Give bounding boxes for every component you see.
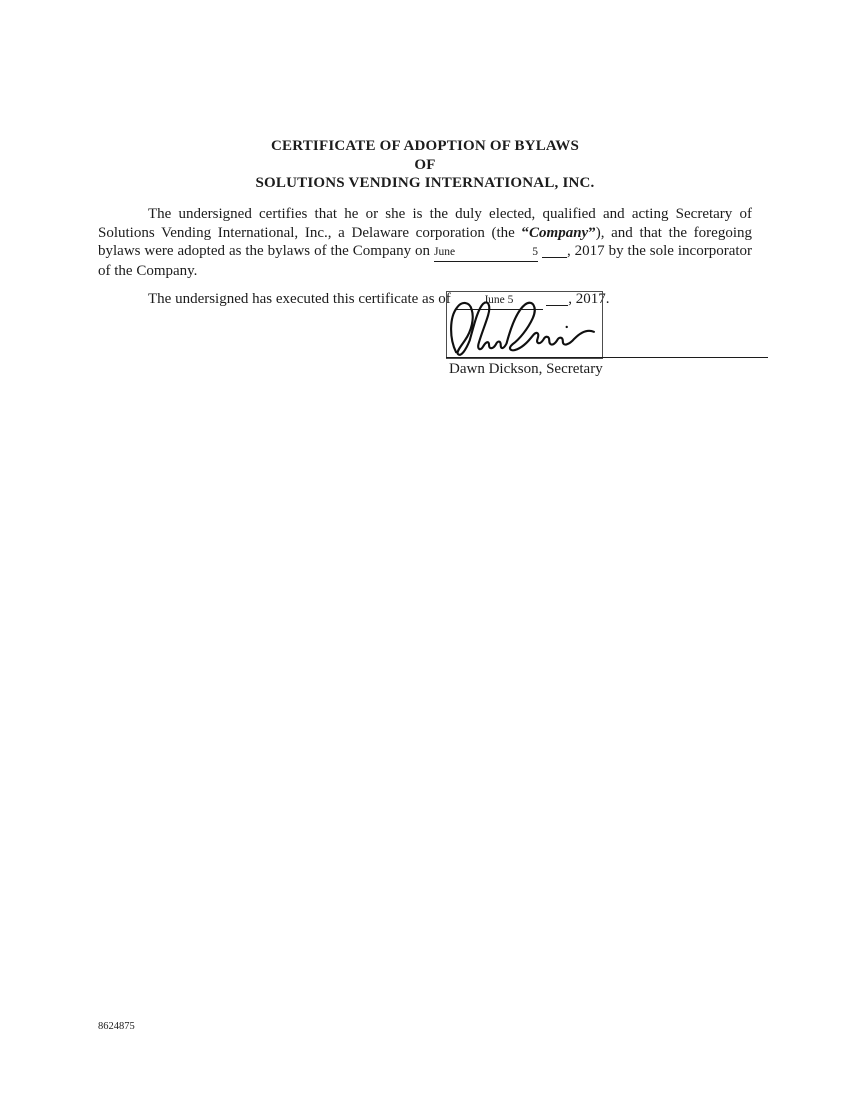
certification-line-1 bbox=[98, 205, 752, 224]
certification-line-2-tail: ), and that the foregoing bbox=[595, 224, 752, 241]
execution-date-value: June 5 bbox=[483, 294, 514, 306]
certification-paragraph bbox=[98, 205, 752, 280]
certification-line-2 bbox=[98, 224, 752, 243]
certification-line-2-text: Solutions Vending International, Inc., a Delaware corporation (the bbox=[98, 224, 522, 241]
certification-line-4 bbox=[98, 262, 752, 281]
execution-paragraph bbox=[98, 290, 752, 310]
title-line-3: SOLUTIONS VENDING INTERNATIONAL, INC. bbox=[255, 175, 595, 191]
title-line-2: OF bbox=[414, 156, 436, 173]
defined-term-company: Company bbox=[529, 224, 589, 241]
document-title bbox=[98, 137, 752, 193]
certification-line-3-tail: , 2017 by the sole incorporator bbox=[566, 243, 753, 259]
certification-line-1-text: The undersigned certifies that he or she is the duly elected, qualified and acting Secretary of bbox=[148, 206, 752, 222]
execution-text-tail: , 2017. bbox=[568, 291, 610, 307]
certification-line-4-text: of the Company. bbox=[98, 262, 198, 279]
execution-text: The undersigned has executed this certificate as of bbox=[148, 291, 451, 307]
title-line-1: CERTIFICATE OF ADOPTION OF BYLAWS bbox=[270, 138, 580, 154]
adoption-date-blank bbox=[434, 242, 538, 262]
signature-scrawl-icon bbox=[447, 292, 602, 358]
certification-line-3-text: bylaws were adopted as the bylaws of the Company on bbox=[98, 243, 431, 259]
signature-name-title: Dawn Dickson, Secretary bbox=[449, 361, 603, 377]
certification-line-3 bbox=[98, 242, 752, 262]
open-quote: “ bbox=[521, 224, 530, 241]
close-quote: ” bbox=[588, 224, 596, 241]
empty-blank-line bbox=[542, 255, 567, 258]
signature-box bbox=[446, 291, 603, 359]
document-number: 8624875 bbox=[98, 1021, 135, 1032]
adoption-date-value: June 5 bbox=[434, 246, 538, 258]
signature-line bbox=[446, 357, 768, 358]
